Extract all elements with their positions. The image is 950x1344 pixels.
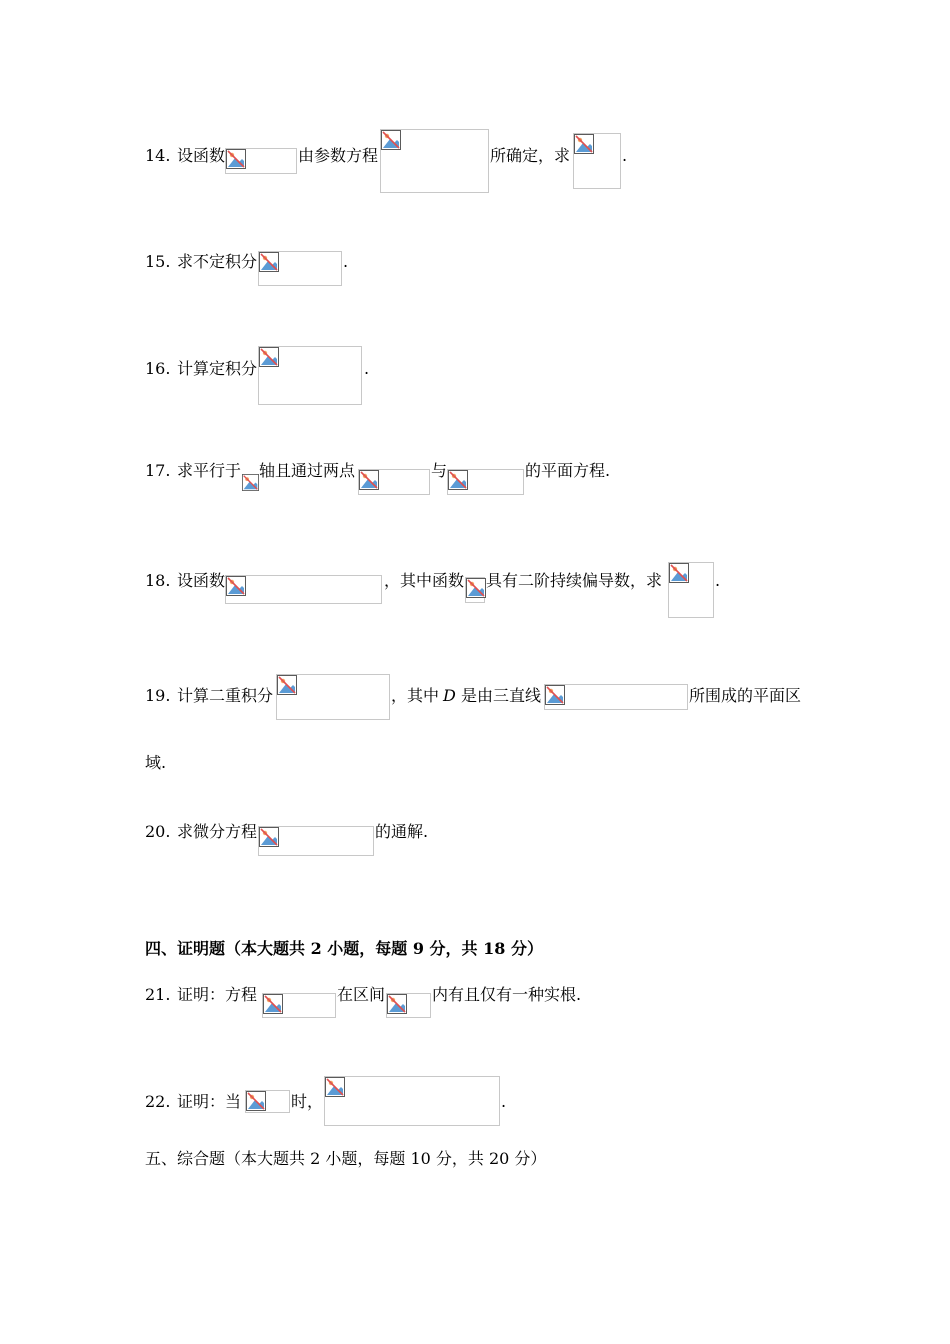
broken-image-icon [277,675,297,695]
question-19-text-e: 域. [145,753,167,772]
formula-image [225,148,297,174]
broken-image-icon [381,130,401,150]
broken-image-icon [387,994,407,1014]
question-21-text-b: 在区间 [337,985,386,1004]
formula-image [245,1090,290,1113]
question-22-text-b: 时， [291,1092,324,1111]
question-17-number: 17. [145,461,171,480]
question-20-text-d: 的通解. [375,822,429,841]
question-14-text-c: 所确定，求 [490,146,571,165]
broken-image-icon [263,994,283,1014]
question-14-text-a: 设函数 [177,146,226,165]
broken-image-icon [574,134,594,154]
question-20-number: 20. [145,822,171,841]
broken-image-icon [259,827,279,847]
formula-image [380,129,489,193]
question-19-text-a: 计算二重积分 [177,686,274,705]
formula-image [225,575,382,604]
question-14-number: 14. [145,146,171,165]
question-19-text-c: 是由三直线 [461,686,542,705]
question-17-text-a: 求平行于 [177,461,242,480]
formula-image [544,684,688,710]
question-22-number: 22. [145,1092,171,1111]
formula-image [324,1076,500,1126]
question-16-number: 16. [145,359,171,378]
formula-image [358,469,430,495]
broken-image-icon [545,685,565,705]
question-21-text-c: 内有且仅有一种实根. [432,985,582,1004]
formula-image [258,346,362,405]
formula-image [668,562,714,618]
question-18-text-d: . [715,571,721,590]
question-16-text-d: . [364,359,370,378]
broken-image-icon [669,563,689,583]
formula-image [465,577,485,603]
question-14-text-b: 由参数方程 [298,146,379,165]
broken-image-icon [246,1091,266,1111]
question-16-text-a: 计算定积分 [177,359,258,378]
broken-image-icon [226,576,246,596]
formula-image [258,251,342,286]
question-22-text-a: 证明：当 [177,1092,242,1111]
question-14-text-d: . [622,146,628,165]
question-15-number: 15. [145,252,171,271]
broken-image-icon [448,470,468,490]
section-heading-proof: 四、证明题（本大题共 2 小题，每题 9 分，共 18 分） [145,939,543,958]
formula-image [386,993,431,1018]
formula-image [262,993,336,1018]
broken-image-icon [226,149,246,169]
formula-image [276,674,390,720]
broken-image-icon [325,1077,345,1097]
question-17-text-d: 的平面方程. [525,461,611,480]
question-19-text-b: ，其中 [391,686,440,705]
section-heading-comprehensive: 五、综合题（本大题共 2 小题，每题 10 分，共 20 分） [145,1149,547,1168]
question-19-text-d: 所围成的平面区 [689,686,802,705]
question-19-number: 19. [145,686,171,705]
broken-image-icon [359,470,379,490]
question-21-text-a: 证明：方程 [177,985,258,1004]
question-15-text-a: 求不定积分 [177,252,258,271]
question-19-var-d: D [443,686,456,705]
question-17-text-c: 与 [431,461,448,480]
broken-image-icon [242,474,259,491]
formula-image [573,133,621,189]
question-20-text-a: 求微分方程 [177,822,258,841]
question-22-text-d: . [501,1092,507,1111]
formula-image [258,826,374,856]
question-18-number: 18. [145,571,171,590]
broken-image-icon [466,578,486,598]
question-15-text-d: . [343,252,349,271]
broken-image-icon [259,252,279,272]
question-18-text-c: 具有二阶持续偏导数，求 [486,571,663,590]
question-18-text-a: 设函数 [177,571,226,590]
question-18-text-b: ，其中函数 [384,571,465,590]
formula-image [447,469,524,495]
question-17-text-b: 轴且通过两点 [259,461,356,480]
broken-image-icon [259,347,279,367]
question-21-number: 21. [145,985,171,1004]
formula-image [242,474,259,492]
